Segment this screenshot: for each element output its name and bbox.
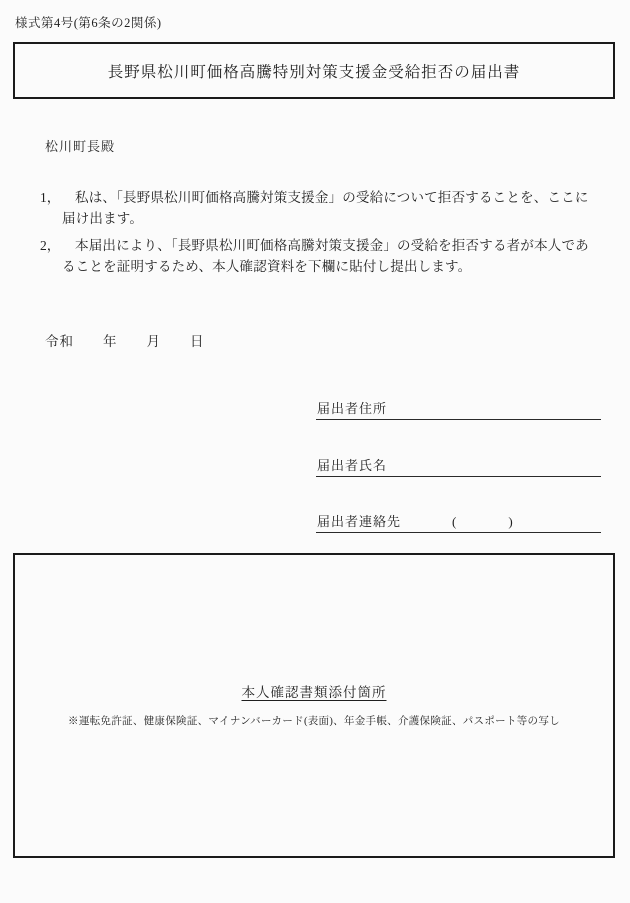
phone-area-code-parentheses: ( ) [452, 514, 513, 529]
clause-1-number: 1， [40, 190, 61, 205]
clause-1-text: 私は、「長野県松川町価格高騰対策支援金」の受給について拒否することを、ここに届け出ます。 [62, 190, 589, 226]
title-box [13, 42, 615, 99]
attachment-box-note: ※運転免許証、健康保険証、マイナンバーカード(表面)、年金手帳、介護保険証、パスポート等の写し [68, 716, 560, 727]
applicant-contact-label: 届出者連絡先 [317, 514, 402, 529]
applicant-address-label: 届出者住所 [317, 401, 388, 416]
form-title: 長野県松川町価格高騰特別対策支援金受給拒否の届出書 [107, 63, 521, 81]
field-applicant-contact [316, 515, 601, 533]
field-applicant-name [316, 459, 601, 477]
attachment-box-title [15, 681, 613, 701]
clause-1 [40, 188, 600, 229]
field-applicant-address [316, 402, 601, 420]
applicant-name-label: 届出者氏名 [317, 458, 388, 473]
clause-2-text: 本届出により、「長野県松川町価格高騰対策支援金」の受給を拒否する者が本人であることを証明するため、本人確認資料を下欄に貼付し提出します。 [62, 238, 589, 274]
clause-2 [40, 236, 600, 277]
attachment-box [13, 553, 615, 858]
form-number: 様式第4号(第6条の2関係) [15, 16, 162, 30]
addressee: 松川町長殿 [45, 139, 116, 154]
date-line: 令和 年 月 日 [45, 334, 205, 349]
clause-2-number: 2， [40, 238, 61, 253]
attachment-box-title-text: 本人確認書類添付箇所 [241, 685, 387, 700]
